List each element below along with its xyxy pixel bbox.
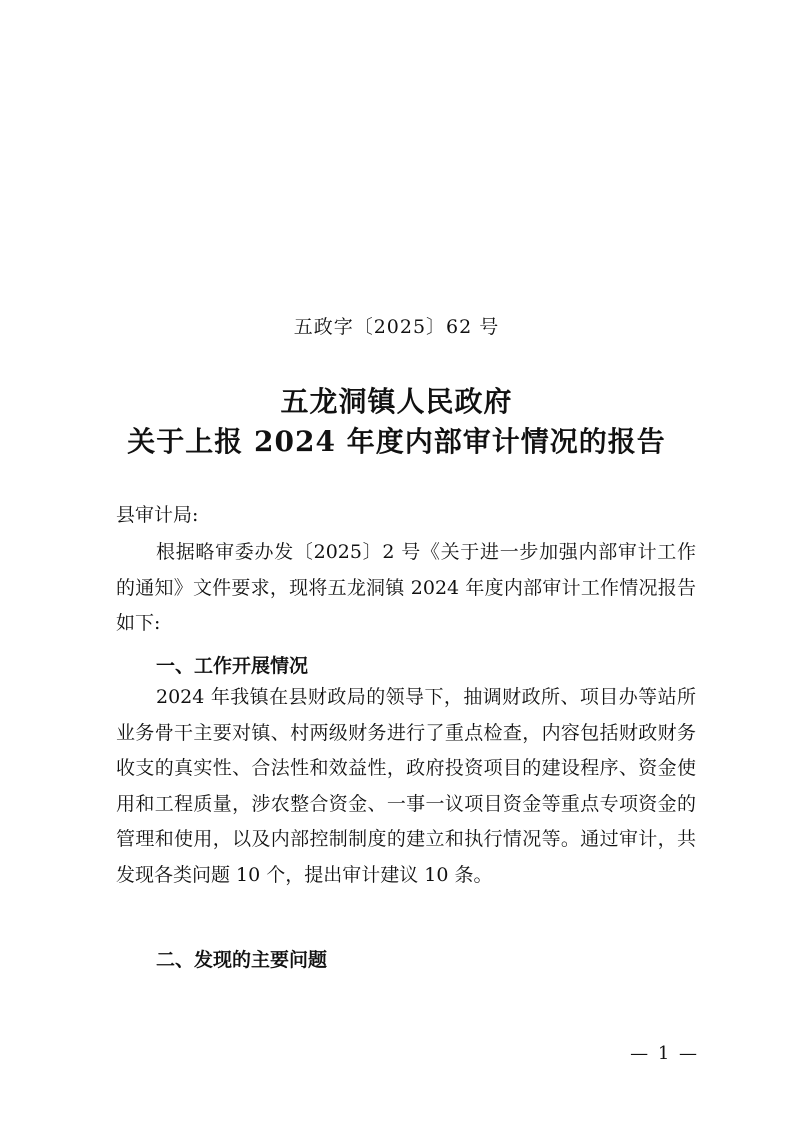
section-1-heading: 一、工作开展情况 xyxy=(156,655,309,677)
section-2-heading: 二、发现的主要问题 xyxy=(156,949,328,971)
page-number: — 1 — xyxy=(630,1043,699,1064)
document-title-line-2: 关于上报 2024 年度内部审计情况的报告 xyxy=(127,425,666,458)
section-1-body: 2024 年我镇在县财政局的领导下，抽调财政所、项目办等站所业务骨干主要对镇、村两级财务进行了重点检查，内容包括财政财务收支的真实性、合法性和效益性，政府投资项目的建设程序、资金使用和工程质量，涉农整合资金、一事一议项目资金等重点专项资金的管理和使用，以及内部控制制度的建立和执行情况等。通过审计，共发现各类问题 10 个，提出审计建议 10 条。 xyxy=(116,686,696,886)
document-number: 五政字〔2025〕62 号 xyxy=(293,316,500,338)
document-title-line-1: 五龙洞镇人民政府 xyxy=(280,385,513,418)
addressee: 县审计局: xyxy=(116,504,199,526)
intro-paragraph: 根据略审委办发〔2025〕2 号《关于进一步加强内部审计工作的通知》文件要求，现将五龙洞镇 2024 年度内部审计工作情况报告如下: xyxy=(116,541,696,634)
